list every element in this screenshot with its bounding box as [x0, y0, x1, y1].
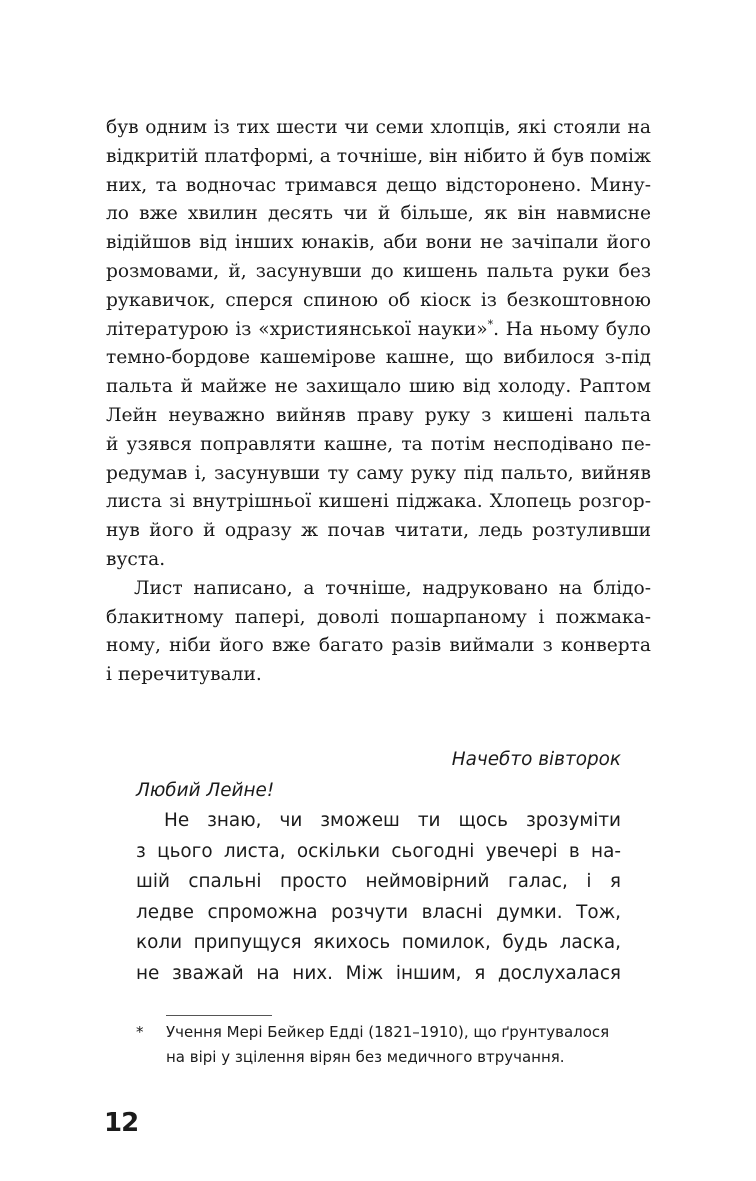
text-line: відійшов від інших юнаків, аби вони не зачіпали його: [106, 232, 651, 254]
footnote-mark: *: [487, 317, 494, 331]
footnote-line: [136, 1020, 656, 1045]
text-line: [106, 316, 651, 345]
page-number: 12: [104, 1108, 139, 1138]
letter-line: шій спальні просто неймовірний галас, і я: [136, 871, 621, 892]
footnote-text: Учення Мері Бейкер Едді (1821–1910), що ґрунтувалося: [166, 1023, 610, 1041]
text-line: редумав і, засунувши ту саму руку під пальто, вийняв: [106, 462, 651, 484]
letter-line: Не знаю, чи зможеш ти щось зрозуміти: [164, 810, 621, 831]
footnote: [136, 1020, 656, 1070]
text-line: них, та водночас тримався дещо відсторонено. Мину-: [106, 174, 651, 196]
text-line: ному, ніби його вже багато разів виймали з конверта: [106, 635, 651, 657]
letter-line: не зважай на них. Між іншим, я дослухалася: [136, 962, 621, 984]
letter-date: Начебто вівторок: [451, 749, 621, 770]
letter-block: [136, 745, 621, 989]
letter-greeting: Любий Лейне!: [136, 779, 275, 801]
text-line: Лист написано, а точніше, надруковано на блідо-: [134, 577, 651, 599]
text-line: відкритій платформі, а точніше, він нібито й був поміж: [106, 145, 651, 167]
letter-line: коли припущуся якихось помилок, будь ласка,: [136, 932, 621, 953]
text-line: темно-бордове кашемірове кашне, що вибилося з-під: [106, 347, 651, 369]
letter-line: з цього листа, оскільки сьогодні увечері в на-: [136, 840, 621, 862]
letter-line: ледве спроможна розчути власні думки. Тож,: [136, 901, 621, 923]
text-line: й узявся поправляти кашне, та потім несподівано пе-: [106, 433, 651, 455]
text-segment: літературою із «християнської науки»: [106, 318, 488, 340]
text-line: розмовами, й, засунувши до кишень пальта руки без: [106, 260, 651, 282]
text-line: ло вже хвилин десять чи й більше, як він навмисне: [106, 203, 651, 225]
text-line: рукавичок, сперся спиною об кіоск із безкоштовною: [106, 289, 651, 311]
text-line: нув його й одразу ж почав читати, ледь розтуливши: [106, 520, 651, 542]
footnote-rule: [166, 1015, 272, 1016]
text-line: був одним із тих шести чи семи хлопців, які стояли на: [106, 117, 651, 138]
text-line: Лейн неуважно вийняв праву руку з кишені пальта: [106, 404, 651, 426]
text-segment: . На ньому було: [493, 318, 651, 340]
footnote-line: на вірі у зцілення вірян без медичного втручання.: [166, 1048, 565, 1066]
main-text: [106, 114, 651, 690]
text-line: вуста.: [106, 548, 166, 570]
text-line: і перечитували.: [106, 664, 262, 686]
text-line: блакитному папері, доволі пошарпаному і пожмака-: [106, 606, 651, 628]
footnote-mark: *: [136, 1023, 144, 1041]
text-line: пальта й майже не захищало шию від холоду. Раптом: [106, 376, 651, 398]
text-line: листа зі внутрішньої кишені піджака. Хлопець розгор-: [106, 491, 651, 513]
